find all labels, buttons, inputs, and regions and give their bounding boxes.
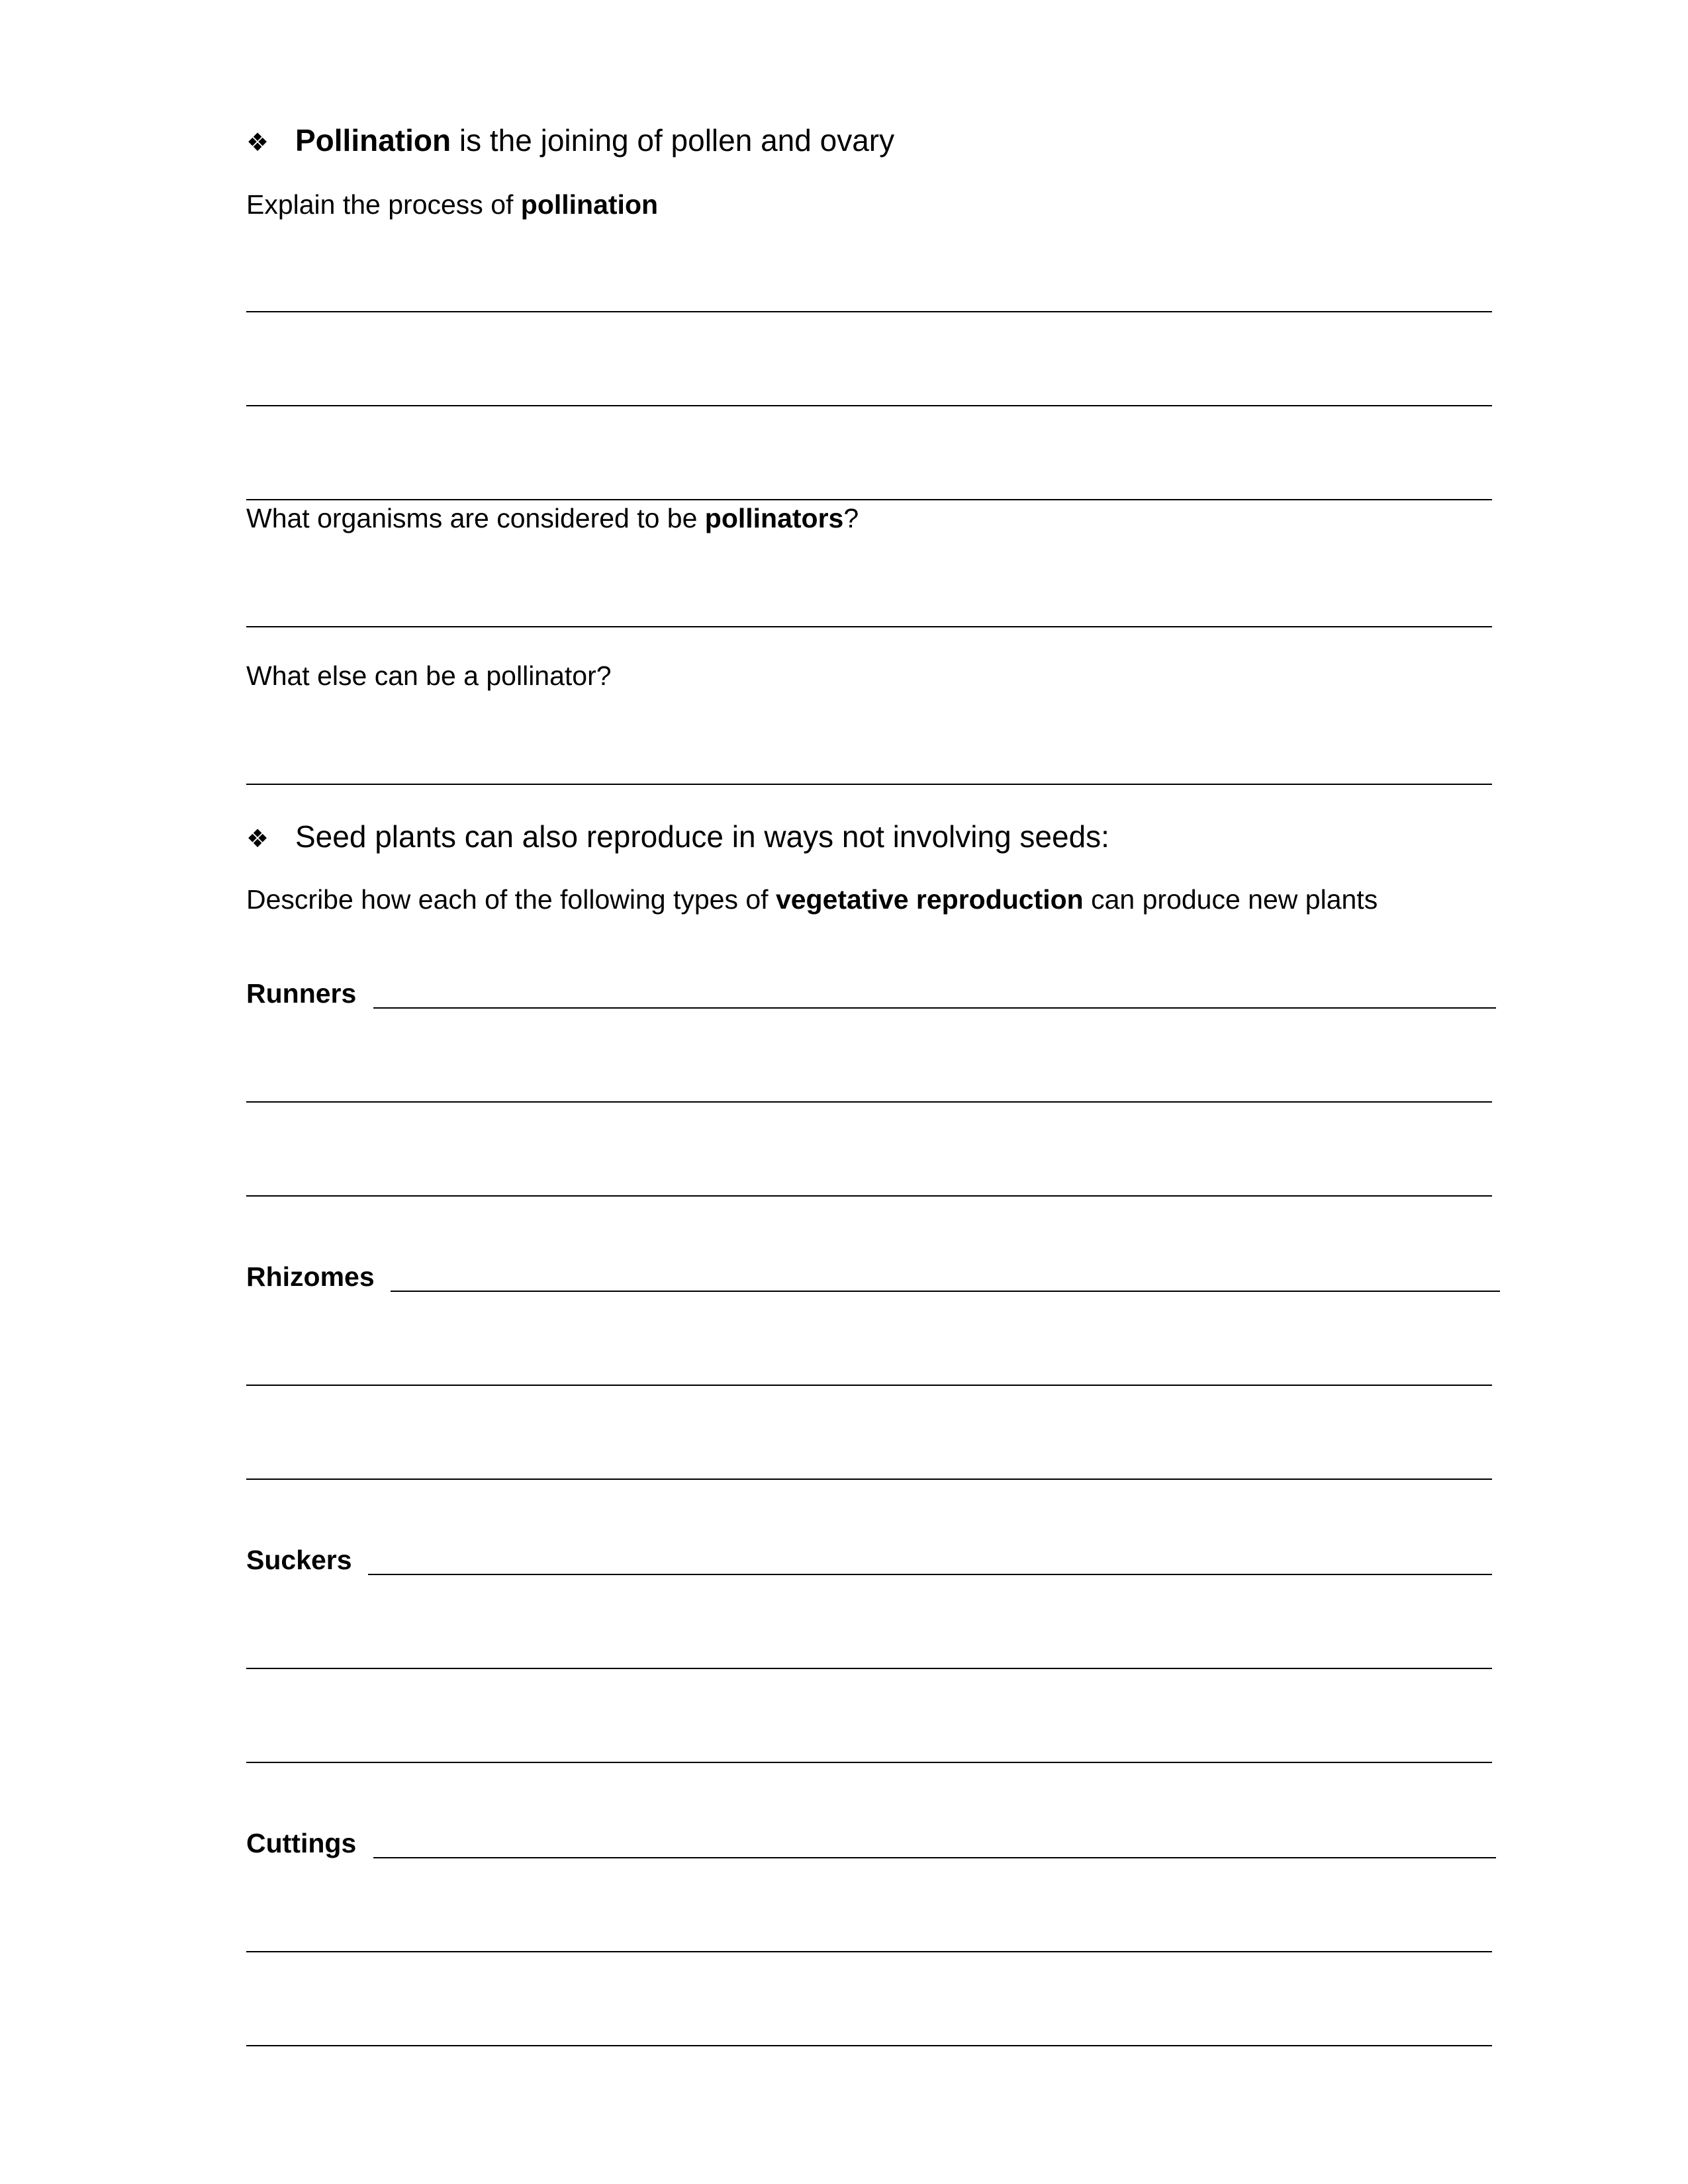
instruction-bold-term: vegetative reproduction	[775, 884, 1084, 915]
answer-line[interactable]	[246, 405, 1492, 406]
diamond-bullet-icon: ❖	[246, 128, 269, 157]
instruction-text: Describe how each of the following types of	[246, 884, 776, 915]
heading-text: Seed plants can also reproduce in ways not involving seeds:	[295, 819, 1109, 854]
answer-line[interactable]	[246, 2045, 1492, 2046]
question-text: ?	[843, 503, 859, 533]
question-else-pollinator: What else can be a pollinator?	[246, 660, 612, 691]
instruction-text: can produce new plants	[1083, 884, 1378, 915]
answer-line[interactable]	[246, 1195, 1492, 1197]
question-explain-pollination	[246, 188, 658, 221]
vegetative-heading	[246, 818, 1109, 857]
answer-line[interactable]	[246, 1951, 1492, 1952]
heading-bold-term: Pollination	[295, 123, 451, 158]
answer-line[interactable]	[246, 311, 1492, 312]
label-suckers: Suckers	[246, 1545, 352, 1575]
label-cuttings: Cuttings	[246, 1828, 357, 1858]
heading-text: is the joining of pollen and ovary	[451, 123, 895, 158]
question-pollinators	[246, 502, 859, 535]
question-text: Explain the process of	[246, 189, 521, 220]
answer-line[interactable]	[373, 1857, 1496, 1858]
label-runners: Runners	[246, 978, 357, 1009]
answer-line[interactable]	[391, 1291, 1500, 1292]
answer-line[interactable]	[246, 1668, 1492, 1669]
answer-line[interactable]	[246, 784, 1492, 785]
answer-line[interactable]	[246, 626, 1492, 627]
answer-line[interactable]	[368, 1574, 1492, 1575]
question-text: What organisms are considered to be	[246, 503, 705, 533]
diamond-bullet-icon: ❖	[246, 824, 269, 853]
answer-line[interactable]	[246, 499, 1492, 500]
label-rhizomes: Rhizomes	[246, 1261, 375, 1292]
pollination-heading	[246, 122, 894, 161]
instruction-vegetative	[246, 883, 1378, 916]
answer-line[interactable]	[246, 1479, 1492, 1480]
answer-line[interactable]	[246, 1385, 1492, 1386]
answer-line[interactable]	[373, 1007, 1496, 1009]
answer-line[interactable]	[246, 1101, 1492, 1103]
question-bold-term: pollination	[520, 189, 659, 220]
question-bold-term: pollinators	[704, 503, 844, 533]
answer-line[interactable]	[246, 1762, 1492, 1763]
